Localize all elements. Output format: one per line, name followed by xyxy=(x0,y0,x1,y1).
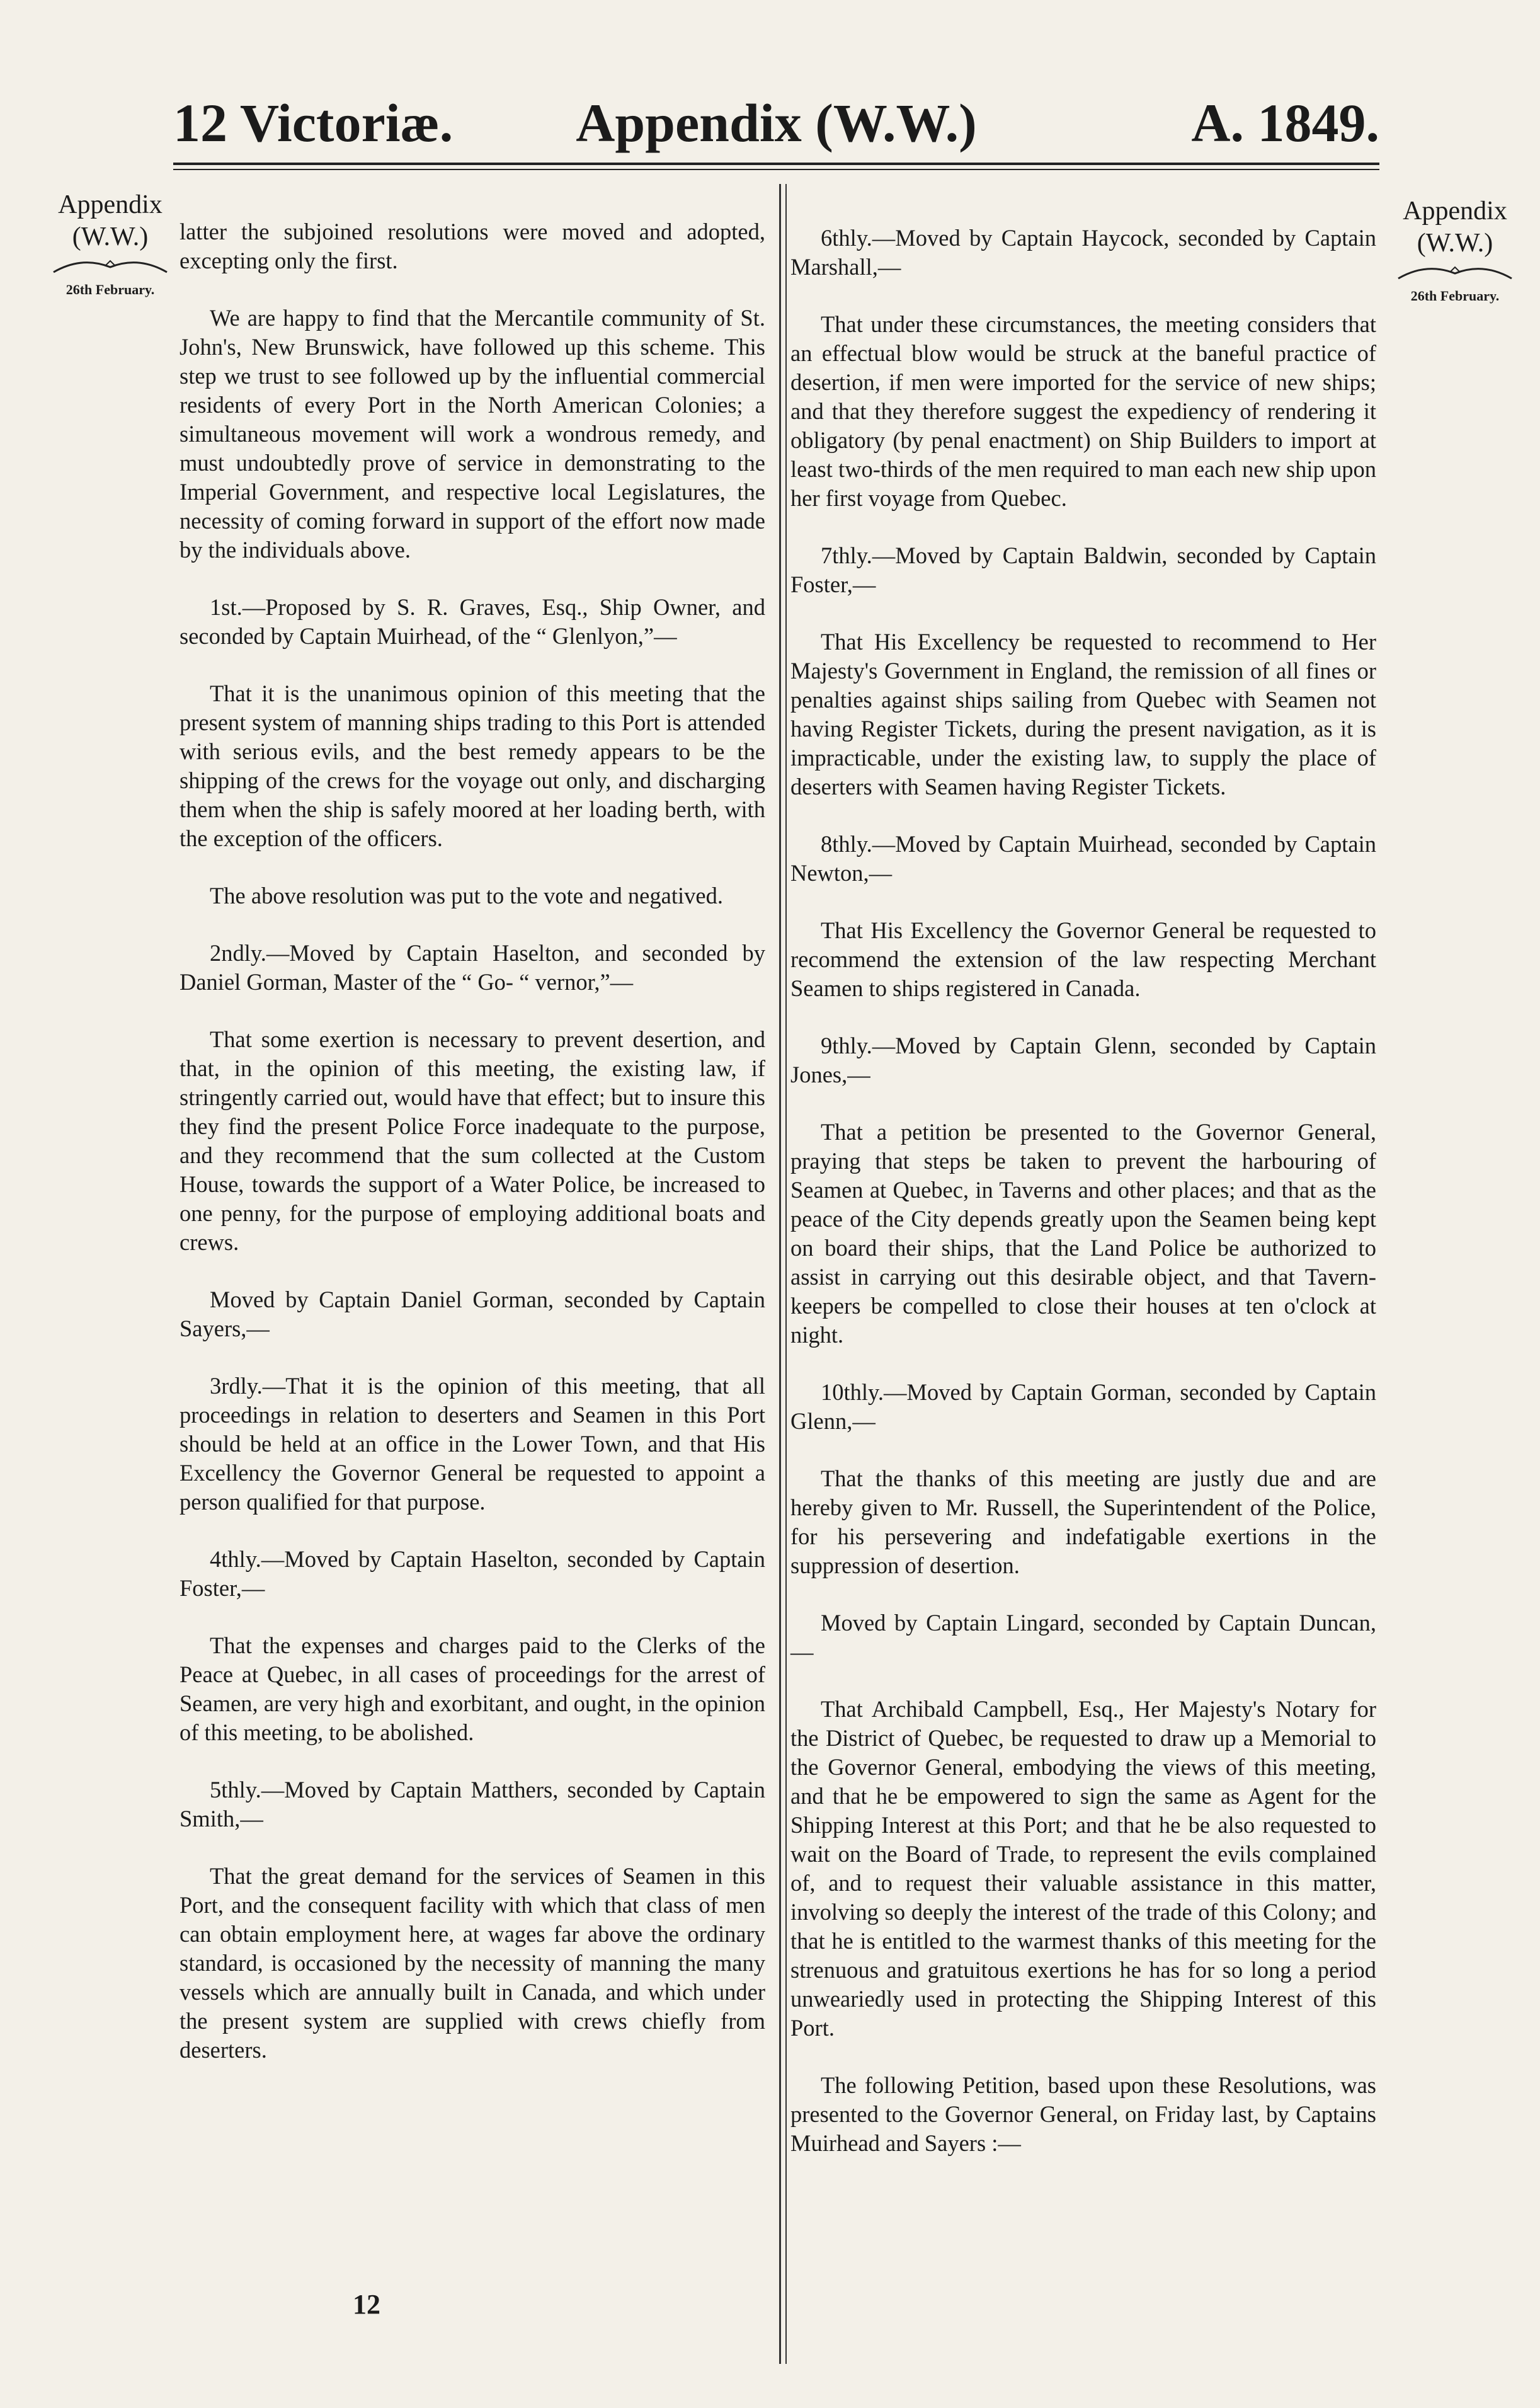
resolution-heading: 9thly.—Moved by Captain Glenn, seconded by Captain Jones,— xyxy=(790,1033,1376,1087)
paragraph: The above resolution was put to the vote and negatived. xyxy=(210,883,723,909)
resolution-heading: 8thly.—Moved by Captain Muirhead, seconded by Captain Newton,— xyxy=(790,831,1376,886)
column-divider-inner xyxy=(785,184,787,2364)
resolution-heading: 10thly.—Moved by Captain Gorman, seconded by Captain Glenn,— xyxy=(790,1379,1376,1434)
margin-date: 26th February. xyxy=(66,282,155,297)
page-header xyxy=(173,95,1379,151)
resolution-heading: Moved by Captain Daniel Gorman, seconded by Captain Sayers,— xyxy=(180,1287,765,1341)
resolution-heading: 1st.—Proposed by S. R. Graves, Esq., Ship Owner, and seconded by Captain Muirhead, of the “ Glenlyon,”— xyxy=(180,594,765,649)
paragraph: We are happy to find that the Mercantile community of St. John's, New Brunswick, have followed up this scheme. This step we trust to see followed up by the influential commercial residents of every Port in the North American Colonies; a simultaneous movement will work a wondrous remedy, and must undoubtedly prove of service in demonstrating to the Imperial Government, and respective local Legislatures, the necessity of coming forward in support of the effort now made by the individuals above. xyxy=(180,305,765,563)
paragraph: 3rdly.—That it is the opinion of this meeting, that all proceedings in relation to deserters and Seamen in this Port should be held at an office in the Lower Town, and that His Excellency the Governor General be requested to appoint a person qualified for that purpose. xyxy=(180,1373,765,1515)
paragraph: That under these circumstances, the meeting considers that an effectual blow would be struck at the baneful practice of desertion, if men were imported for the service of new ships; and that they therefore suggest the expediency of rendering it obligatory (by penal enactment) on Ship Builders to import at least two-thirds of the men required to man each new ship upon her first voyage from Quebec. xyxy=(790,311,1376,511)
header-year: A. 1849. xyxy=(1191,93,1379,153)
resolution-heading: 5thly.—Moved by Captain Matthers, seconded by Captain Smith,— xyxy=(180,1777,765,1832)
header-session: 12 Victoriæ. xyxy=(173,93,453,153)
paragraph: That His Excellency be requested to recommend to Her Majesty's Government in England, the remission of all fines or penalties against ships sailing from Quebec with Seamen not having Register Tickets, during the present navigation, as it is impracticable, under the existing law, to supply the place of deserters with Seamen having Register Tickets. xyxy=(790,629,1376,800)
paragraph: latter the subjoined resolutions were moved and adopted, excepting only the first. xyxy=(180,219,765,273)
paragraph: That the thanks of this meeting are justly due and are hereby given to Mr. Russell, the Superintendent of the Police, for his persevering and indefatigable exertions in the suppression of desertion. xyxy=(790,1465,1376,1578)
paragraph: That some exertion is necessary to prevent desertion, and that, in the opinion of this meeting, the existing law, if stringently carried out, would have that effect; but to insure this they find the present Police Force inadequate to the purpose, and they recommend that the sum collected at the Custom House, towards the support of a Water Police, be increased to one penny, for the purpose of employing additional boats and crews. xyxy=(180,1026,765,1255)
paragraph: That a petition be presented to the Governor General, praying that steps be taken to prevent the harbouring of Seamen at Quebec, in Taverns and other places; and that as the peace of the City depends greatly upon the Seamen being kept on board their ships, that the Land Police be authorized to assist in carrying out this desirable object, and that Tavern-keepers be compelled to close their houses at ten o'clock at night. xyxy=(790,1119,1376,1348)
resolution-heading: 2ndly.—Moved by Captain Haselton, and seconded by Daniel Gorman, Master of the “ Go- “ vernor,”— xyxy=(180,940,765,995)
resolution-heading: Moved by Captain Lingard, seconded by Captain Duncan,— xyxy=(790,1610,1376,1665)
paragraph: That the expenses and charges paid to the Clerks of the Peace at Quebec, in all cases of proceedings for the arrest of Seamen, are very high and exorbitant, and ought, in the opinion of this meeting, to be abolished. xyxy=(180,1632,765,1745)
column-divider xyxy=(779,184,781,2364)
flourish-ornament-icon xyxy=(47,253,173,278)
left-margin-note xyxy=(38,189,183,298)
right-margin-note xyxy=(1383,195,1527,304)
resolution-heading: 4thly.—Moved by Captain Haselton, seconded by Captain Foster,— xyxy=(180,1546,765,1601)
resolution-heading: 6thly.—Moved by Captain Haycock, seconded by Captain Marshall,— xyxy=(790,225,1376,280)
paragraph: That Archibald Campbell, Esq., Her Majesty's Notary for the District of Quebec, be requested to draw up a Memorial to the Governor General, embodying the views of this meeting, and that he be empowered to sign the same as Agent for the Shipping Interest at this Port; and that he be also requested to wait on the Board of Trade, to represent the evils complained of, and to request their valuable assistance in this matter, involving so deeply the interest of the trade of this Colony; and that he is entitled to the warmest thanks of this meeting for the strenuous and gratuitous exertions he has for so long a period unweariedly used in protecting the Shipping Interest of this Port. xyxy=(790,1696,1376,2041)
resolution-heading: 7thly.—Moved by Captain Baldwin, seconded by Captain Foster,— xyxy=(790,542,1376,597)
margin-appendix-title: Appendix xyxy=(58,190,163,219)
page-number: 12 xyxy=(353,2289,380,2320)
header-appendix: Appendix (W.W.) xyxy=(576,93,977,153)
paragraph: That the great demand for the services of Seamen in this Port, and the consequent facility with which that class of men can obtain employment here, at wages far above the ordinary standard, is occasioned by the necessity of manning the many vessels which are annually built in Canada, and which under the present system are supplied with crews chiefly from deserters. xyxy=(180,1863,765,2063)
flourish-ornament-icon xyxy=(1392,260,1518,285)
margin-appendix-code: (W.W.) xyxy=(1417,229,1493,258)
margin-appendix-code: (W.W.) xyxy=(72,222,149,251)
header-rule-thin xyxy=(173,169,1379,170)
margin-date: 26th February. xyxy=(1410,288,1500,304)
right-text-column xyxy=(790,224,1376,2186)
paragraph: That His Excellency the Governor General be requested to recommend the extension of the law respecting Merchant Seamen to ships registered in Canada. xyxy=(790,917,1376,1001)
paragraph: That it is the unanimous opinion of this meeting that the present system of manning ships trading to this Port is attended with serious evils, and the best remedy appears to be the shipping of the crews for the voyage out only, and discharging them when the ship is safely moored at her loading berth, with the exception of the officers. xyxy=(180,680,765,851)
left-text-column xyxy=(180,217,765,2093)
margin-appendix-title: Appendix xyxy=(1403,197,1507,226)
paragraph: The following Petition, based upon these Resolutions, was presented to the Governor General, on Friday last, by Captains Muirhead and Sayers :— xyxy=(790,2072,1376,2156)
header-rule-thick xyxy=(173,163,1379,165)
